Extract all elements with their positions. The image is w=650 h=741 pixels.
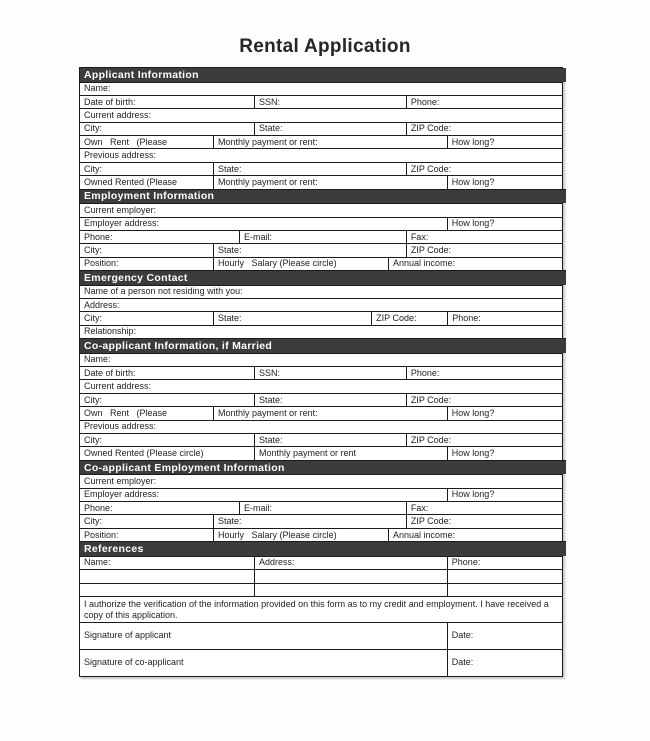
field-current-address <box>80 109 562 121</box>
field-owned-rented-please <box>80 176 213 188</box>
form-row <box>80 474 562 487</box>
form-row <box>80 353 562 366</box>
field-own-rent-please <box>80 136 213 148</box>
field-label: State: <box>218 516 242 527</box>
field-state <box>254 394 406 406</box>
signature-row <box>80 622 562 649</box>
field-annual-income <box>388 258 562 270</box>
field-label: ZIP Code: <box>410 516 452 527</box>
section-title: Employment Information <box>84 190 215 203</box>
field-city <box>80 515 213 527</box>
form-row <box>80 433 562 446</box>
field-employer-address <box>80 218 447 230</box>
field-state <box>254 434 406 446</box>
form-row <box>80 285 562 298</box>
field-label: City: <box>84 394 102 405</box>
field-label: E-mail: <box>244 231 273 242</box>
field-hourly-salary-please-circle <box>213 258 388 270</box>
field-label: Date of birth: <box>84 367 136 378</box>
field-position <box>80 529 213 541</box>
field-label: SSN: <box>259 367 281 378</box>
field-phone <box>80 502 239 514</box>
field-phone <box>406 96 562 108</box>
field-date <box>447 623 562 649</box>
form-row <box>80 257 562 270</box>
form-row <box>80 148 562 161</box>
field-label: How long? <box>451 489 495 500</box>
field-label: Current address: <box>84 109 152 120</box>
field-label: Fax: <box>410 231 429 242</box>
section-header-co-applicant-information-if-married <box>80 338 566 353</box>
field-label: I authorize the verification of the information provided on this form as to my credit and employment. I have received a copy of this application. <box>84 599 549 621</box>
field-zip-code <box>406 394 562 406</box>
field-label: Monthly payment or rent: <box>218 136 318 147</box>
field-zip-code <box>406 123 562 135</box>
field-label: Signature of co-applicant <box>84 657 184 668</box>
field-position <box>80 258 213 270</box>
form-row <box>80 162 562 175</box>
field-own-rent-please <box>80 407 213 419</box>
form-row <box>80 488 562 501</box>
field-label: Relationship: <box>84 326 137 337</box>
page-title: Rental Application <box>239 36 411 57</box>
empty-field <box>254 570 447 582</box>
field-name-of-a-person-not-residing-with-you <box>80 286 562 298</box>
field-e-mail <box>239 231 406 243</box>
field-label: Phone: <box>451 557 481 568</box>
rental-form-table <box>79 67 563 677</box>
field-label: Phone: <box>452 313 481 324</box>
field-label: Current address: <box>84 381 152 392</box>
form-row <box>80 135 562 148</box>
section-header-emergency-contact <box>80 270 566 285</box>
field-phone <box>406 367 562 379</box>
form-row <box>80 446 562 459</box>
field-city <box>80 244 213 256</box>
field-label: Monthly payment or rent: <box>218 407 318 418</box>
field-label: How long? <box>451 176 495 187</box>
field-monthly-payment-or-rent <box>254 447 447 459</box>
field-city <box>80 123 254 135</box>
section-header-employment-information <box>80 189 566 204</box>
field-how-long <box>447 176 562 188</box>
section-title: Co-applicant Information, if Married <box>84 339 273 352</box>
field-phone <box>447 557 562 569</box>
field-label: Name: <box>84 83 111 94</box>
field-label: Previous address: <box>84 421 157 432</box>
field-label: E-mail: <box>244 502 273 513</box>
field-how-long <box>447 489 562 501</box>
field-state <box>213 515 406 527</box>
field-state <box>213 312 371 324</box>
field-ssn <box>254 96 406 108</box>
field-zip-code <box>406 244 562 256</box>
section-title: Emergency Contact <box>84 271 188 284</box>
empty-field <box>80 584 254 596</box>
form-row <box>80 514 562 527</box>
field-signature-of-applicant <box>80 623 447 649</box>
form-row <box>80 393 562 406</box>
field-state <box>213 244 406 256</box>
section-title: Applicant Information <box>84 68 199 81</box>
section-title: References <box>84 542 144 555</box>
field-previous-address <box>80 149 562 161</box>
field-label: Employer address: <box>84 218 160 229</box>
field-zip-code <box>371 312 447 324</box>
field-label: City: <box>84 123 102 134</box>
form-row <box>80 379 562 392</box>
form-row <box>80 501 562 514</box>
field-date <box>447 650 562 676</box>
field-ssn <box>254 367 406 379</box>
field-label: City: <box>84 163 102 174</box>
form-row <box>80 569 562 582</box>
form-row <box>80 203 562 216</box>
form-row <box>80 175 562 188</box>
field-label: Owned Rented (Please <box>84 176 178 187</box>
field-city <box>80 312 213 324</box>
field-monthly-payment-or-rent <box>213 176 447 188</box>
field-phone <box>80 231 239 243</box>
field-label: Hourly Salary (Please circle) <box>218 529 337 540</box>
field-label: ZIP Code: <box>410 394 452 405</box>
field-label: Monthly payment or rent: <box>218 176 318 187</box>
field-city <box>80 394 254 406</box>
empty-field <box>80 570 254 582</box>
field-label: Position: <box>84 258 119 269</box>
field-label: Address: <box>84 299 120 310</box>
field-hourly-salary-please-circle <box>213 529 388 541</box>
form-row <box>80 556 562 569</box>
field-label: Signature of applicant <box>84 630 172 641</box>
form-row <box>80 366 562 379</box>
field-label: Date of birth: <box>84 96 136 107</box>
field-label: Own Rent (Please <box>84 407 168 418</box>
field-how-long <box>447 136 562 148</box>
field-monthly-payment-or-rent <box>213 136 447 148</box>
form-row <box>80 528 562 541</box>
field-city <box>80 163 213 175</box>
field-how-long <box>447 218 562 230</box>
section-header-references <box>80 541 566 556</box>
form-row <box>80 311 562 324</box>
field-label: Phone: <box>410 367 440 378</box>
field-label: Hourly Salary (Please circle) <box>218 258 337 269</box>
field-e-mail <box>239 502 406 514</box>
field-label: City: <box>84 313 102 324</box>
field-label: Phone: <box>410 96 440 107</box>
field-annual-income <box>388 529 562 541</box>
empty-field <box>447 584 562 596</box>
field-label: Address: <box>259 557 295 568</box>
field-label: State: <box>259 394 283 405</box>
field-label: ZIP Code: <box>410 434 452 445</box>
field-previous-address <box>80 421 562 433</box>
form-row <box>80 298 562 311</box>
form-row <box>80 325 562 338</box>
form-row <box>80 95 562 108</box>
field-phone <box>447 312 562 324</box>
field-city <box>80 434 254 446</box>
field-address <box>254 557 447 569</box>
field-label: State: <box>259 123 283 134</box>
field-monthly-payment-or-rent <box>213 407 447 419</box>
field-label: ZIP Code: <box>410 163 452 174</box>
field-label: Annual income: <box>392 258 456 269</box>
field-label: How long? <box>451 448 495 459</box>
field-current-employer <box>80 204 562 216</box>
field-zip-code <box>406 434 562 446</box>
field-state <box>213 163 406 175</box>
field-label: City: <box>84 516 102 527</box>
field-label: Name of a person not residing with you: <box>84 286 243 297</box>
field-date-of-birth <box>80 96 254 108</box>
field-label: City: <box>84 434 102 445</box>
section-header-applicant-information <box>80 68 566 82</box>
field-employer-address <box>80 489 447 501</box>
section-title: Co-applicant Employment Information <box>84 461 285 474</box>
field-label: How long? <box>451 218 495 229</box>
field-label: Annual income: <box>392 529 456 540</box>
form-row <box>80 420 562 433</box>
field-owned-rented-please-circle <box>80 447 254 459</box>
form-row <box>80 122 562 135</box>
field-label: Own Rent (Please <box>84 136 168 147</box>
field-label: SSN: <box>259 96 281 107</box>
field-label: Owned Rented (Please circle) <box>84 448 204 459</box>
form-row <box>80 583 562 596</box>
field-label: ZIP Code: <box>376 313 417 324</box>
field-label: Position: <box>84 529 119 540</box>
field-label: Phone: <box>84 502 113 513</box>
field-name <box>80 83 562 95</box>
field-how-long <box>447 447 562 459</box>
signature-row <box>80 649 562 676</box>
field-name <box>80 354 562 366</box>
field-address <box>80 299 562 311</box>
form-row <box>80 108 562 121</box>
field-relationship <box>80 326 562 338</box>
field-label: Monthly payment or rent <box>259 448 357 459</box>
form-row <box>80 82 562 95</box>
field-label: Employer address: <box>84 489 160 500</box>
field-label: Phone: <box>84 231 113 242</box>
section-header-co-applicant-employment-information <box>80 460 566 475</box>
field-label: How long? <box>451 407 495 418</box>
form-row <box>80 230 562 243</box>
field-label: How long? <box>451 136 495 147</box>
field-name <box>80 557 254 569</box>
field-label: Name: <box>84 557 111 568</box>
field-fax <box>406 231 562 243</box>
field-label: Date: <box>451 630 474 641</box>
field-fax <box>406 502 562 514</box>
form-row <box>80 217 562 230</box>
field-label: State: <box>218 163 242 174</box>
field-date-of-birth <box>80 367 254 379</box>
field-current-employer <box>80 475 562 487</box>
field-label: Fax: <box>410 502 429 513</box>
field-label: City: <box>84 244 102 255</box>
field-label: Name: <box>84 354 111 365</box>
empty-field <box>254 584 447 596</box>
field-label: ZIP Code: <box>410 123 452 134</box>
field-i-authorize-the-verification-of-the-information-provided-on-this-form-as-to-my-credit-and-employment-i-have-received-a-copy-of-this-application <box>80 597 562 622</box>
empty-field <box>447 570 562 582</box>
field-zip-code <box>406 163 562 175</box>
field-how-long <box>447 407 562 419</box>
form-row <box>80 243 562 256</box>
field-zip-code <box>406 515 562 527</box>
field-label: Current employer: <box>84 204 157 215</box>
field-label: State: <box>218 313 242 324</box>
field-label: State: <box>259 434 283 445</box>
authorization-row <box>80 596 562 622</box>
field-state <box>254 123 406 135</box>
field-signature-of-co-applicant <box>80 650 447 676</box>
field-label: Previous address: <box>84 150 157 161</box>
field-label: Current employer: <box>84 475 157 486</box>
field-label: ZIP Code: <box>410 244 452 255</box>
field-current-address <box>80 380 562 392</box>
field-label: Date: <box>451 657 474 668</box>
field-label: State: <box>218 244 242 255</box>
form-row <box>80 406 562 419</box>
